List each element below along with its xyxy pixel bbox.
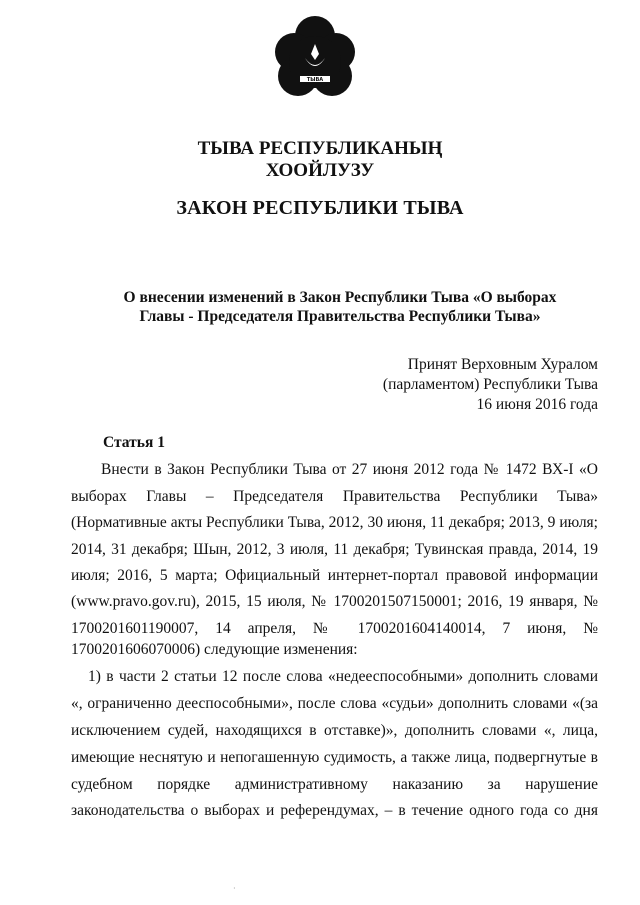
page-mark: · bbox=[233, 884, 236, 893]
adoption-line2: (парламентом) Республики Тыва bbox=[382, 376, 598, 393]
adoption-line1: Принят Верховным Хуралом bbox=[407, 356, 598, 373]
body-line: имеющие неснятую и непогашенную судимость, а также лица, подвергнутые в bbox=[71, 749, 598, 766]
tyva-heading-line2: ХООЙЛУЗУ bbox=[265, 160, 375, 181]
law-heading: ЗАКОН РЕСПУБЛИКИ ТЫВА bbox=[176, 197, 464, 219]
body-line: судебном порядке административному наказанию за нарушение bbox=[71, 776, 598, 793]
tyva-heading-line1: ТЫВА РЕСПУБЛИКАНЫҢ bbox=[197, 138, 443, 159]
emblem-inscription: ТЫВА bbox=[306, 77, 324, 83]
body-line: 2014, 31 декабря; Шын, 2012, 3 июля, 11 декабря; Тувинская правда, 2014, 19 bbox=[71, 541, 598, 558]
tyva-emblem-icon bbox=[272, 14, 358, 116]
article-heading: Статья 1 bbox=[103, 434, 165, 451]
body-line: законодательства о выборах и референдумах, – в течение одного года со дня bbox=[71, 802, 598, 819]
body-line: 1700201606070006) следующие изменения: bbox=[71, 641, 358, 658]
adoption-date: 16 июня 2016 года bbox=[476, 396, 598, 413]
body-line: (www.pravo.gov.ru), 2015, 15 июля, № 1700201507150001; 2016, 19 января, № bbox=[71, 593, 598, 610]
body-line: исключением судей, находящихся в отставке)», дополнить словами «, лица, bbox=[71, 722, 598, 739]
body-line: (Нормативные акты Республики Тыва, 2012, 30 июня, 11 декабря; 2013, 9 июля; bbox=[71, 514, 598, 531]
adoption-block bbox=[383, 355, 598, 415]
body-line: Внести в Закон Республики Тыва от 27 июня 2012 года № 1472 ВХ-I «О bbox=[101, 461, 598, 478]
body-line: выборах Главы – Председателя Правительства Республики Тыва» bbox=[71, 488, 598, 505]
body-line: июля; 2016, 5 марта; Официальный интернет-портал правовой информации bbox=[71, 567, 598, 584]
body-line: 1700201601190007, 14 апреля, № 1700201604140014, 7 июня, № bbox=[71, 620, 598, 637]
law-title-line1: О внесении изменений в Закон Республики Тыва «О выборах bbox=[123, 289, 557, 306]
body-line: «, ограниченно дееспособными», после слова «судьи» дополнить словами «(за bbox=[71, 695, 598, 712]
body-line: 1) в части 2 статьи 12 после слова «недееспособными» дополнить словами bbox=[88, 668, 598, 685]
law-title-line2: Главы - Председателя Правительства Республики Тыва» bbox=[139, 308, 541, 325]
